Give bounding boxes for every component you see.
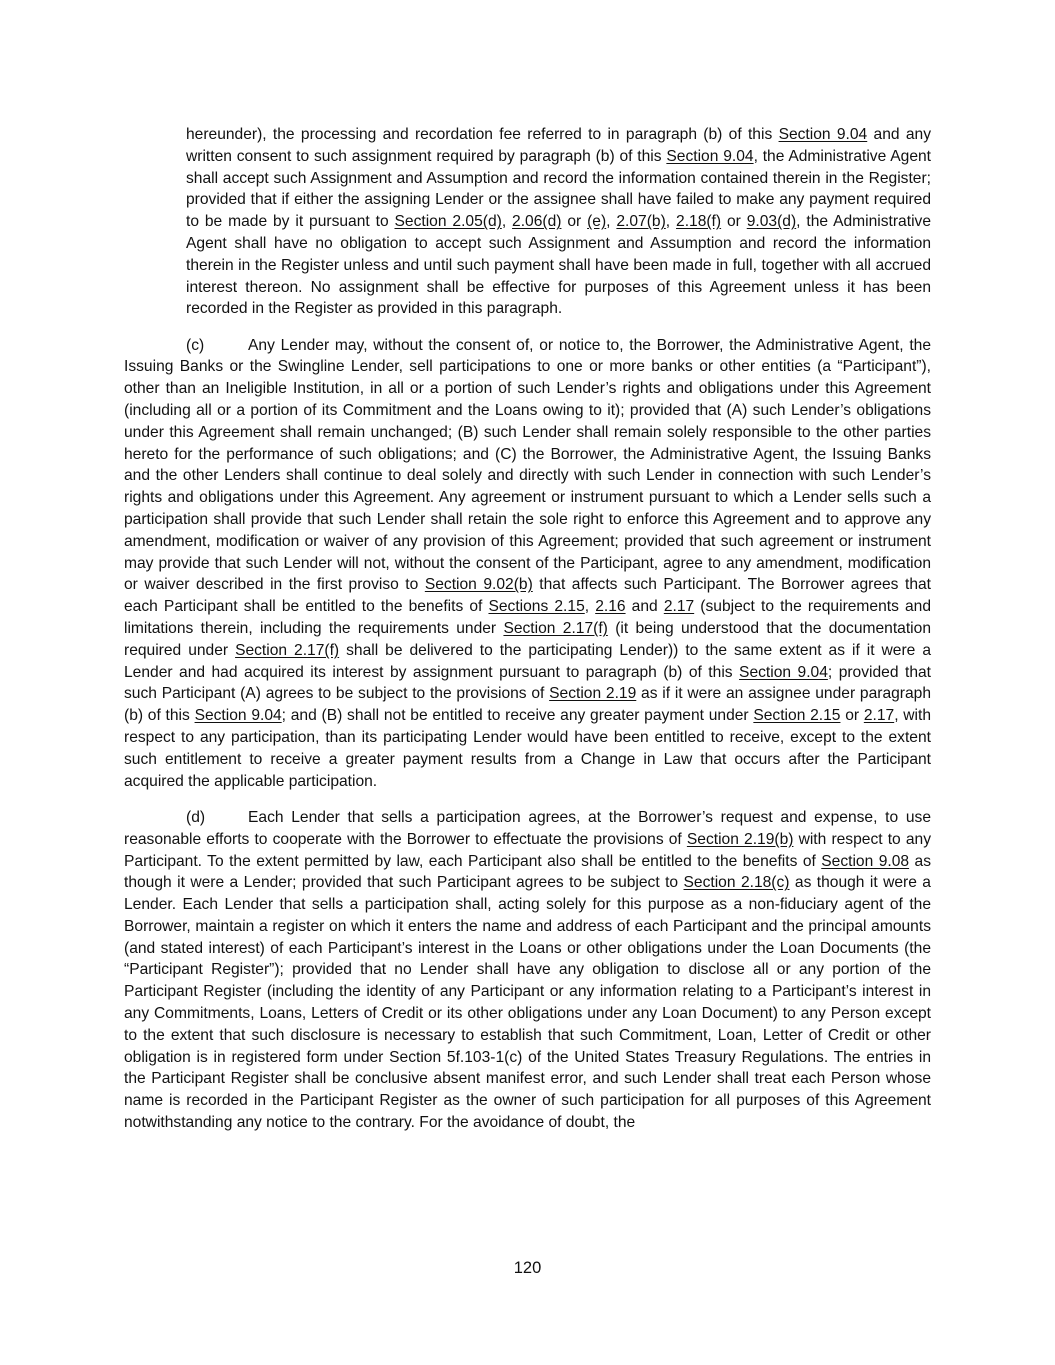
paragraph-d-label: (d) (186, 808, 206, 826)
paragraph-c-label: (c) (186, 336, 205, 354)
section-reference: 2.16 (595, 598, 626, 616)
section-reference: Section 2.15 (753, 707, 841, 725)
paragraph-c-text: Any Lender may, without the consent of, or notice to, the Borrower, the Administrative Agent, the Issuing Banks or the Swingline Lender, sell participations to one or more banks or other entities (a “Participant”), other than an Ineligible Institution, in all or a portion of such Lender’s rights and obligations under this Agreement (including all or a portion of its Commitment and the Loans owing to it); provided that (A) such Lender’s obligations under this Agreement shall remain unchanged; (B) such Lender shall remain solely responsible to the other parties hereto for the performance of such obligations; and (C) the Borrower, the Administrative Agent, the Issuing Banks and the other Lenders shall continue to deal solely and directly with such Lender in connection with such Lender’s rights and obligations under this Agreement. Any agreement or instrument pursuant to which a Lender sells such a participation shall provide that such Lender shall retain the sole right to enforce this Agreement and to approve any amendment, modification or waiver of any provision of this Agreement; provided that such agreement or instrument may provide that such Lender will not, without the consent of the Participant, agree to any amendment, modification or waiver described in the first proviso to Section 9.02(b) that affects such Participant. The Borrower agrees that each Participant shall be entitled to the benefits of Sections 2.15, 2.16 and 2.17 (subject to the requirements and limitations therein, including the requirements under Section 2.17(f) (it being understood that the documentation required under Section 2.17(f) shall be delivered to the participating Lender)) to the same extent as if it were a Lender and had acquired its interest by assignment pursuant to paragraph (b) of this Section 9.04; provided that such Participant (A) agrees to be subject to the provisions of Section 2.19 as if it were an assignee under paragraph (b) of this Section 9.04; and (B) shall not be entitled to receive any greater payment under Section 2.15 or 2.17, with respect to any participation, than its participating Lender would have been entitled to receive, except to the extent such entitlement to receive a greater payment results from a Change in Law that occurs after the Participant acquired the applicable participation. (124, 336, 932, 790)
section-reference: Section 9.08 (821, 852, 910, 870)
section-reference: Sections 2.15 (488, 598, 585, 616)
section-reference: Section 2.18(c) (683, 874, 790, 892)
section-reference: Section 9.04 (194, 707, 282, 725)
section-reference: Section 9.04 (666, 147, 754, 165)
section-reference: (e) (587, 213, 607, 231)
section-reference: Section 2.17(f) (235, 641, 340, 659)
section-reference: Section 2.19(b) (686, 830, 794, 848)
section-reference: 2.17 (863, 707, 895, 725)
section-reference: Section 2.19 (549, 685, 637, 703)
section-reference: Section 2.05(d) (394, 213, 502, 231)
section-reference: Section 9.04 (778, 126, 868, 143)
paragraph-c (124, 335, 931, 793)
section-reference: Section 9.04 (739, 663, 828, 681)
section-reference: 2.18(f) (676, 213, 722, 231)
section-reference: 2.07(b) (616, 213, 666, 231)
paragraph-b-continued: hereunder), the processing and recordation fee referred to in paragraph (b) of this Section 9.04 and any written consent to such assignment required by paragraph (b) of this Section 9.04, the Administrative Agent shall accept such Assignment and Assumption and record the information contained therein in the Register; provided that if either the assigning Lender or the assignee shall have failed to make any payment required to be made by it pursuant to Section 2.05(d), 2.06(d) or (e), 2.07(b), 2.18(f) or 9.03(d), the Administrative Agent shall have no obligation to accept such Assignment and Assumption and record the information therein in the Register unless and until such payment shall have been made in full, together with all accrued interest thereon. No assignment shall be effective for purposes of this Agreement unless it has been recorded in the Register as provided in this paragraph. (186, 126, 932, 318)
paragraph-d (124, 807, 931, 1134)
paragraph-d-text: Each Lender that sells a participation agrees, at the Borrower’s request and expense, to use reasonable efforts to cooperate with the Borrower to effectuate the provisions of Section 2.19(b) with respect to any Participant. To the extent permitted by law, each Participant also shall be entitled to the benefits of Section 9.08 as though it were a Lender; provided that such Participant agrees to be subject to Section 2.18(c) as though it were a Lender. Each Lender that sells a participation shall, acting solely for this purpose as a non-fiduciary agent of the Borrower, maintain a register on which it enters the name and address of each Participant and the principal amounts (and stated interest) of each Participant’s interest in the Loans or other obligations under the Loan Documents (the “Participant Register”); provided that no Lender shall have any obligation to disclose all or any portion of the Participant Register (including the identity of any Participant or any information relating to a Participant’s interest in any Commitments, Loans, Letters of Credit or its other obligations under any Loan Document) to any Person except to the extent that such disclosure is necessary to establish that such Commitment, Loan, Letter of Credit or other obligation is in registered form under Section 5f.103-1(c) of the United States Treasury Regulations. The entries in the Participant Register shall be conclusive absent manifest error, and such Lender shall treat each Person whose name is recorded in the Participant Register as the owner of such participation for all purposes of this Agreement notwithstanding any notice to the contrary. For the avoidance of doubt, the (124, 808, 931, 1132)
section-reference: Section 9.02(b) (424, 576, 533, 594)
section-reference: 9.03(d) (746, 213, 797, 231)
section-reference: 2.06(d) (512, 213, 562, 231)
section-reference: 2.17 (663, 598, 695, 616)
page-number: 120 (513, 1259, 542, 1277)
document-body (124, 124, 931, 1134)
section-reference: Section 2.17(f) (503, 620, 608, 638)
